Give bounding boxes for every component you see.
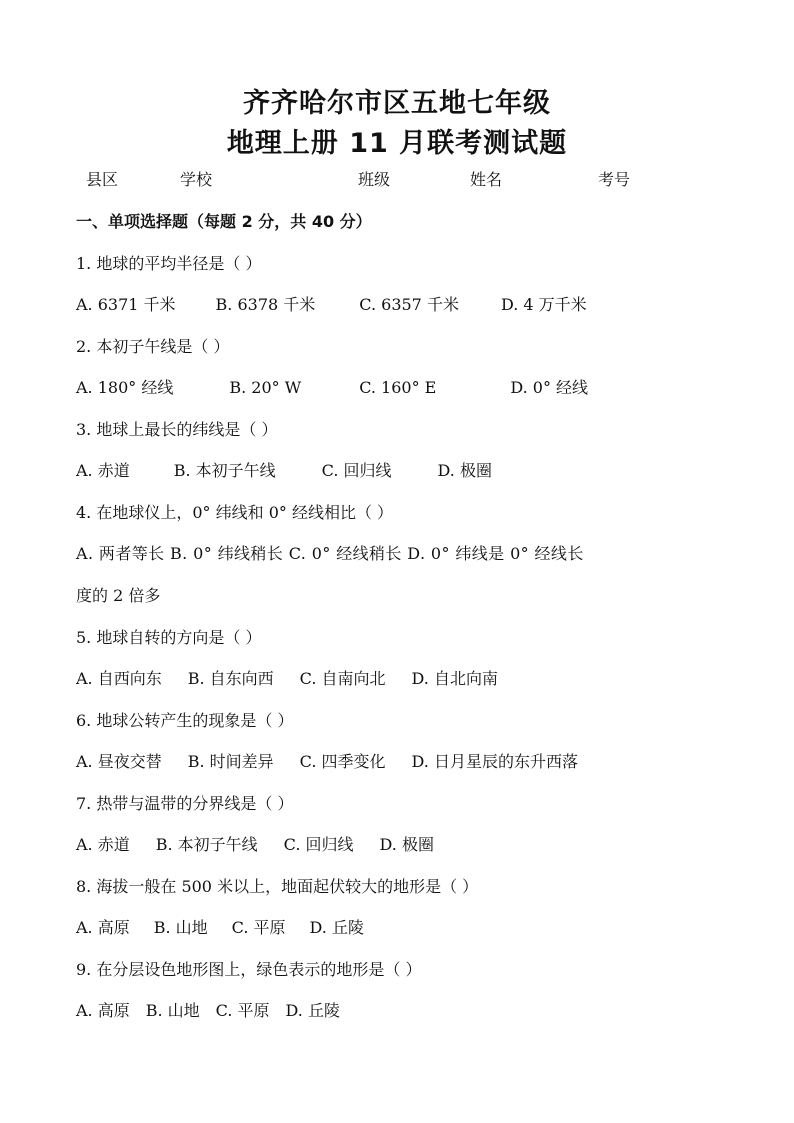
question-3-option-c: C. 回归线: [321, 461, 392, 480]
question-2-option-c: C. 160° E: [359, 378, 437, 397]
question-6-option-b: B. 时间差异: [187, 752, 274, 771]
question-8-option-a: A. 高原: [76, 918, 130, 937]
question-2-stem: 2. 本初子午线是（ ）: [76, 337, 230, 356]
question-9-option-a: A. 高原: [76, 1001, 130, 1020]
question-6-stem: 6. 地球公转产生的现象是（ ）: [76, 711, 294, 730]
question-9-option-c: C. 平原: [215, 1001, 270, 1020]
question-2-option-d: D. 0° 经线: [510, 378, 589, 397]
question-7-option-d: D. 极圈: [379, 835, 434, 854]
question-7-option-c: C. 回归线: [283, 835, 354, 854]
question-9-stem: 9. 在分层设色地形图上，绿色表示的地形是（ ）: [76, 960, 422, 979]
question-8-option-c: C. 平原: [231, 918, 286, 937]
question-5-options: [76, 668, 498, 690]
info-name-label: 姓名: [470, 170, 503, 189]
section-heading: 一、单项选择题（每题 2 分，共 40 分）: [76, 212, 372, 231]
question-1-option-c: C. 6357 千米: [359, 295, 459, 314]
question-2-option-a: A. 180° 经线: [76, 378, 174, 397]
question-4-options-continued: 度的 2 倍多: [76, 586, 161, 605]
info-school-label: 学校: [180, 170, 213, 189]
question-1-option-b: B. 6378 千米: [215, 295, 316, 314]
question-2-options: [76, 377, 588, 399]
question-9-options: [76, 1000, 340, 1022]
question-8-option-d: D. 丘陵: [309, 918, 364, 937]
question-9-option-d: D. 丘陵: [285, 1001, 340, 1020]
question-5-option-c: C. 自南向北: [299, 669, 386, 688]
question-5-stem: 5. 地球自转的方向是（ ）: [76, 628, 262, 647]
question-3-options: [76, 460, 492, 482]
question-8-option-b: B. 山地: [153, 918, 208, 937]
question-5-option-b: B. 自东向西: [187, 669, 274, 688]
question-3-option-d: D. 极圈: [437, 461, 492, 480]
question-7-stem: 7. 热带与温带的分界线是（ ）: [76, 794, 294, 813]
question-6-option-a: A. 昼夜交替: [76, 752, 162, 771]
document-title-line-2: 地理上册 11 月联考测试题: [226, 128, 568, 159]
question-9-option-b: B. 山地: [145, 1001, 200, 1020]
question-1-option-d: D. 4 万千米: [500, 295, 587, 314]
info-county-label: 县区: [86, 170, 119, 189]
question-8-stem: 8. 海拔一般在 500 米以上，地面起伏较大的地形是（ ）: [76, 877, 479, 896]
question-2-option-b: B. 20° W: [229, 378, 302, 397]
question-7-option-a: A. 赤道: [76, 835, 130, 854]
question-4-stem: 4. 在地球仪上，0° 纬线和 0° 经线相比（ ）: [76, 503, 394, 522]
document-title-line-1: 齐齐哈尔市区五地七年级: [243, 88, 551, 119]
question-5-option-a: A. 自西向东: [76, 669, 162, 688]
question-3-stem: 3. 地球上最长的纬线是（ ）: [76, 420, 278, 439]
question-3-option-a: A. 赤道: [76, 461, 130, 480]
question-1-option-a: A. 6371 千米: [76, 295, 176, 314]
question-1-stem: 1. 地球的平均半径是（ ）: [76, 254, 262, 273]
question-5-option-d: D. 自北向南: [411, 669, 498, 688]
question-6-options: [76, 751, 578, 773]
question-3-option-b: B. 本初子午线: [173, 461, 276, 480]
question-6-option-d: D. 日月星辰的东升西落: [411, 752, 578, 771]
question-7-options: [76, 834, 434, 856]
info-class-label: 班级: [358, 170, 391, 189]
question-1-options: [76, 294, 587, 316]
info-exam-number-label: 考号: [598, 170, 631, 189]
question-4-options: A. 两者等长 B. 0° 纬线稍长 C. 0° 经线稍长 D. 0° 纬线是 0° 经线长: [76, 544, 584, 563]
question-6-option-c: C. 四季变化: [299, 752, 386, 771]
question-7-option-b: B. 本初子午线: [155, 835, 258, 854]
question-8-options: [76, 917, 364, 939]
